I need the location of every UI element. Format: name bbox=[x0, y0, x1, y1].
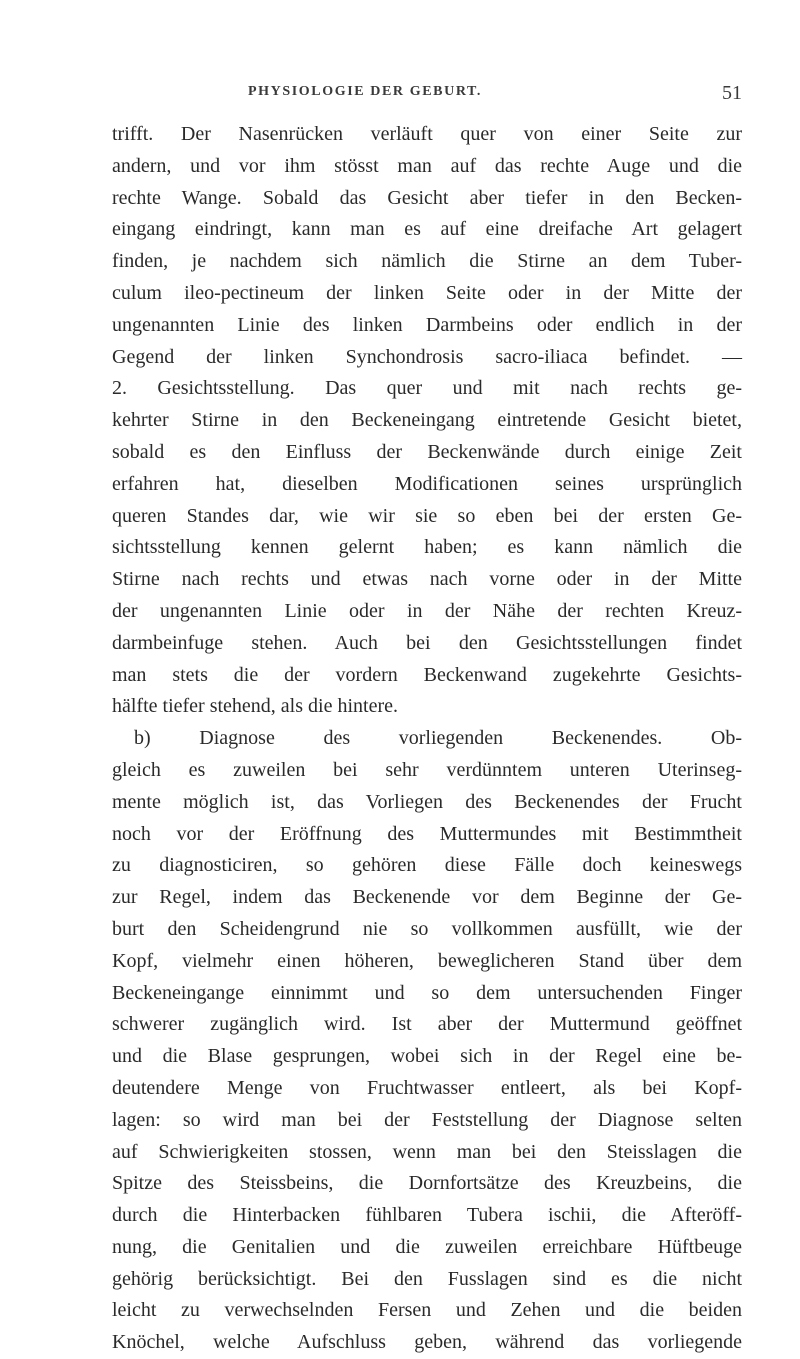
text-line: zu diagnosticiren, so gehören diese Fälle doch keineswegs bbox=[112, 854, 742, 877]
text-line: ungenannten Linie des linken Darmbeins oder endlich in der bbox=[112, 313, 742, 336]
text-line: queren Standes dar, wie wir sie so eben bei der ersten Ge- bbox=[112, 504, 742, 527]
text-line: und die Blase gesprungen, wobei sich in der Regel eine be- bbox=[112, 1045, 742, 1068]
text-line: trifft. Der Nasenrücken verläuft quer von einer Seite zur bbox=[112, 123, 742, 145]
text-line: zur Regel, indem das Beckenende vor dem Beginne der Ge- bbox=[112, 886, 742, 909]
text-line: mente möglich ist, das Vorliegen des Beckenendes der Frucht bbox=[112, 790, 742, 813]
body-text bbox=[112, 119, 742, 1359]
running-title: PHYSIOLOGIE DER GEBURT. bbox=[248, 84, 483, 99]
text-line: lagen: so wird man bei der Feststellung der Diagnose selten bbox=[112, 1108, 742, 1131]
page-number: 51 bbox=[722, 82, 742, 104]
text-line: nung, die Genitalien und die zuweilen erreichbare Hüftbeuge bbox=[112, 1235, 742, 1258]
text-line: darmbeinfuge stehen. Auch bei den Gesichtsstellungen findet bbox=[112, 631, 742, 654]
text-line: rechte Wange. Sobald das Gesicht aber tiefer in den Becken- bbox=[112, 186, 742, 209]
text-line: Knöchel, welche Aufschluss geben, während das vorliegende bbox=[112, 1331, 742, 1354]
text-line: gehörig berücksichtigt. Bei den Fusslagen sind es die nicht bbox=[112, 1267, 742, 1290]
text-line: sobald es den Einfluss der Beckenwände durch einige Zeit bbox=[112, 440, 742, 463]
text-line: der ungenannten Linie oder in der Nähe der rechten Kreuz- bbox=[112, 599, 742, 622]
text-line: eingang eindringt, kann man es auf eine dreifache Art gelagert bbox=[112, 218, 742, 241]
text-line: burt den Scheidengrund nie so vollkommen ausfüllt, wie der bbox=[112, 917, 742, 940]
text-line: schwerer zugänglich wird. Ist aber der Muttermund geöffnet bbox=[112, 1013, 742, 1036]
text-line: noch vor der Eröffnung des Muttermundes mit Bestimmtheit bbox=[112, 822, 742, 845]
text-line: leicht zu verwechselnden Fersen und Zehen und die beiden bbox=[112, 1299, 742, 1322]
text-line: 2. Gesichtsstellung. Das quer und mit nach rechts ge- bbox=[112, 377, 742, 400]
text-line: sichtsstellung kennen gelernt haben; es kann nämlich die bbox=[112, 536, 742, 559]
text-line: man stets die der vordern Beckenwand zugekehrte Gesichts- bbox=[112, 663, 742, 686]
text-line: gleich es zuweilen bei sehr verdünntem unteren Uterinseg- bbox=[112, 758, 742, 781]
text-line: Spitze des Steissbeins, die Dornfortsätze des Kreuzbeins, die bbox=[112, 1172, 742, 1195]
text-line: erfahren hat, dieselben Modificationen seines ursprünglich bbox=[112, 472, 742, 495]
text-line: andern, und vor ihm stösst man auf das rechte Auge und die bbox=[112, 154, 742, 177]
text-line: Gegend der linken Synchondrosis sacro-iliaca befindet. — bbox=[112, 345, 742, 368]
text-line: kehrter Stirne in den Beckeneingang eintretende Gesicht bietet, bbox=[112, 409, 742, 432]
text-line: finden, je nachdem sich nämlich die Stirne an dem Tuber- bbox=[112, 250, 742, 273]
text-line: Beckeneingange einnimmt und so dem untersuchenden Finger bbox=[112, 981, 742, 1004]
text-line: Kopf, vielmehr einen höheren, beweglicheren Stand über dem bbox=[112, 949, 742, 972]
text-line: durch die Hinterbacken fühlbaren Tubera ischii, die Afteröff- bbox=[112, 1204, 742, 1227]
text-line: deutendere Menge von Fruchtwasser entleert, als bei Kopf- bbox=[112, 1076, 742, 1099]
running-head bbox=[110, 84, 742, 106]
text-line: culum ileo-pectineum der linken Seite oder in der Mitte der bbox=[112, 281, 742, 304]
text-line: auf Schwierigkeiten stossen, wenn man bei den Steisslagen die bbox=[112, 1140, 742, 1163]
text-line: hälfte tiefer stehend, als die hintere. bbox=[112, 695, 398, 718]
text-line: Stirne nach rechts und etwas nach vorne oder in der Mitte bbox=[112, 568, 742, 591]
section-heading-line: b) Diagnose des vorliegenden Beckenendes. Ob- bbox=[134, 727, 742, 750]
